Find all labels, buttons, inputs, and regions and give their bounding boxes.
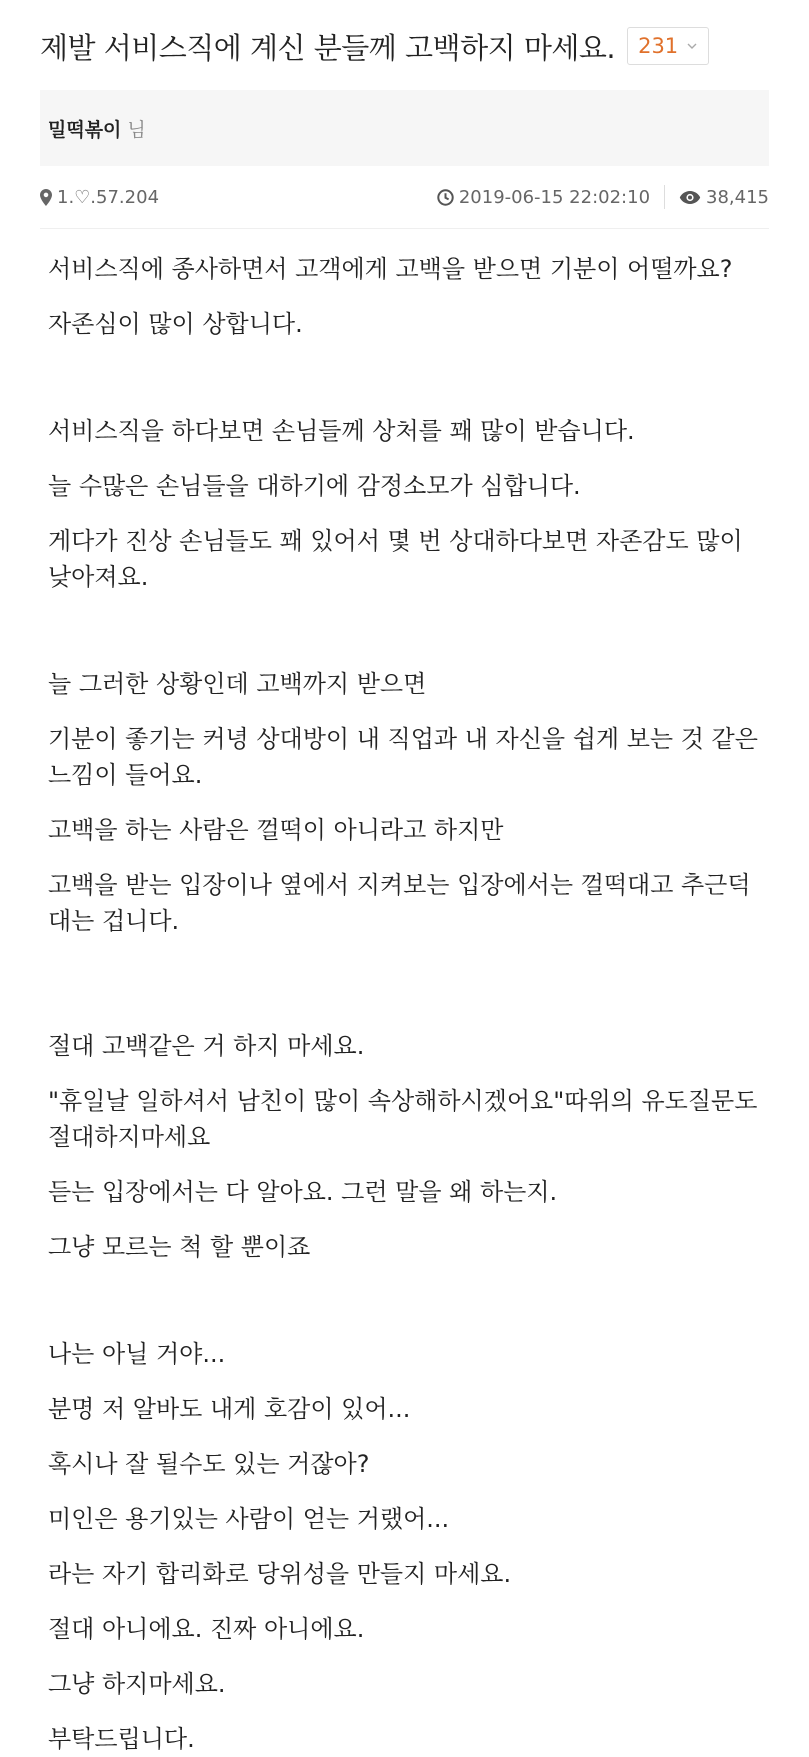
meta-divider [664, 185, 665, 209]
body-line: 서비스직을 하다보면 손님들께 상처를 꽤 많이 받습니다. [48, 417, 635, 445]
body-line: 미인은 용기있는 사람이 얻는 거랬어... [48, 1505, 450, 1533]
post-meta [40, 166, 769, 229]
paragraph-gap [48, 614, 769, 666]
body-line: 자존심이 많이 상합니다. [48, 310, 303, 338]
body-line: 나는 아닐 거야... [48, 1340, 226, 1368]
body-line: 분명 저 알바도 내게 호감이 있어... [48, 1395, 411, 1423]
clock-icon [437, 189, 454, 206]
comment-count-button[interactable] [627, 27, 709, 65]
body-line: 늘 수많은 손님들을 대하기에 감정소모가 심합니다. [48, 472, 581, 500]
body-line: 늘 그러한 상황인데 고백까지 받으면 [48, 670, 427, 698]
body-line: 기분이 좋기는 커녕 상대방이 내 직업과 내 자신을 쉽게 보는 것 같은 느낌이 들어요. [48, 725, 758, 789]
body-line: 고백을 하는 사람은 껄떡이 아니라고 하지만 [48, 816, 504, 844]
body-line: 라는 자기 합리화로 당위성을 만들지 마세요. [48, 1560, 512, 1588]
post-body [40, 229, 769, 1757]
map-marker-icon [40, 189, 52, 206]
body-line: 절대 고백같은 거 하지 마세요. [48, 1032, 365, 1060]
body-line: 그냥 하지마세요. [48, 1670, 226, 1698]
body-line: 듣는 입장에서는 다 알아요. 그런 말을 왜 하는지. [48, 1178, 558, 1206]
paragraph-gap [48, 958, 769, 1028]
body-line: 절대 아니에요. 진짜 아니에요. [48, 1615, 365, 1643]
body-line: 부탁드립니다. [48, 1725, 195, 1753]
author-name[interactable]: 밀떡볶이 [48, 118, 122, 141]
body-line: 서비스직에 종사하면서 고객에게 고백을 받으면 기분이 어떨까요? [48, 255, 733, 283]
author-bar [40, 90, 769, 166]
post-header [40, 0, 769, 90]
chevron-down-icon [686, 40, 698, 52]
meta-views [679, 187, 769, 208]
meta-date [437, 187, 650, 208]
paragraph-gap [48, 1284, 769, 1336]
body-line: "휴일날 일하셔서 남친이 많이 속상해하시겠어요"따위의 유도질문도 절대하지마세요 [48, 1087, 758, 1151]
body-line: 혹시나 잘 될수도 있는 거잖아? [48, 1450, 370, 1478]
author-suffix: 님 [127, 118, 146, 141]
post-title: 제발 서비스직에 계신 분들께 고백하지 마세요. [40, 30, 616, 65]
paragraph-gap [48, 361, 769, 413]
datetime-text: 2019-06-15 22:02:10 [458, 186, 651, 208]
meta-ip [40, 187, 159, 208]
eye-icon [679, 190, 701, 205]
comment-count-label: 231 [638, 34, 679, 58]
body-line: 게다가 진상 손님들도 꽤 있어서 몇 번 상대하다보면 자존감도 많이 낮아져요. [48, 527, 743, 591]
ip-text: 1.♡.57.204 [57, 186, 160, 208]
views-text: 38,415 [706, 186, 769, 208]
body-line: 그냥 모르는 척 할 뿐이죠 [48, 1233, 311, 1261]
body-line: 고백을 받는 입장이나 옆에서 지켜보는 입장에서는 껄떡대고 추근덕 대는 겁니다. [48, 871, 751, 935]
